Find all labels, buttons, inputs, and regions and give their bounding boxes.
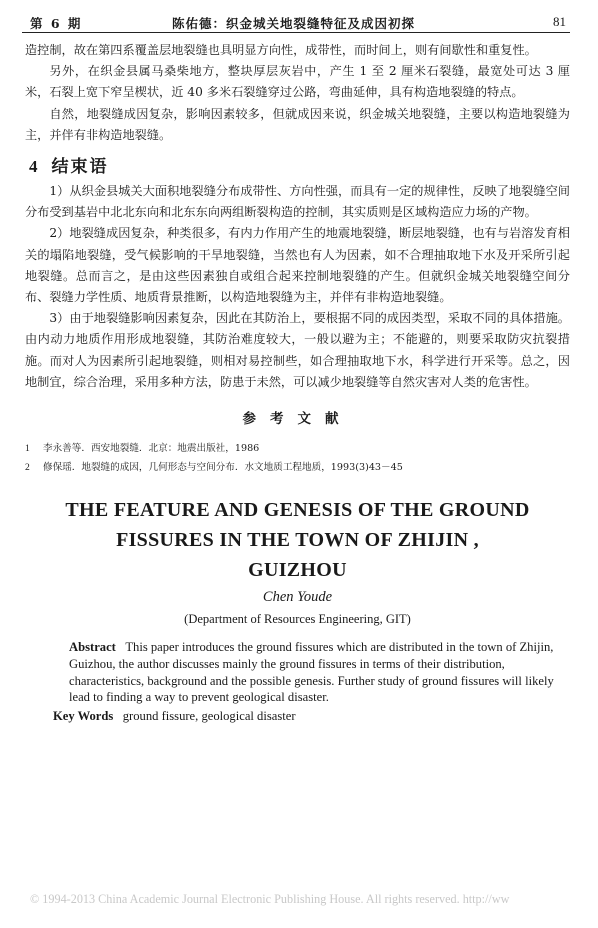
references-heading: 参考文献 <box>242 411 353 428</box>
reference-list <box>25 439 570 477</box>
reference-number: 2 <box>25 462 30 474</box>
conclusion-paragraph: 1）从织金县城关大面积地裂缝分布成带性、方向性强，而具有一定的规律性，反映了地裂缝空间分布受到基岩中北北东向和北东东向两组断裂构造的控制，其实质则是区域构造应力场的产物。 <box>25 184 570 220</box>
english-title-line: GUIZHOU <box>248 559 347 582</box>
english-title-line: THE FEATURE AND GENESIS OF THE GROUND <box>65 499 530 522</box>
issue-number: 第 6 期 <box>30 16 83 31</box>
reference-item <box>25 458 570 477</box>
english-affiliation: (Department of Resources Engineering, GIT) <box>184 612 411 627</box>
english-title <box>25 495 570 585</box>
page-number: 81 <box>553 14 566 29</box>
section-title: 结束语 <box>51 157 109 178</box>
running-title: 陈佑德：织金城关地裂缝特征及成因初探 <box>172 16 416 31</box>
paragraph: 造控制，故在第四系覆盖层地裂缝也具明显方向性，成带性，而时间上，则有间歇性和重复性。 <box>25 43 537 57</box>
page-header <box>22 10 570 33</box>
copyright-footer: © 1994-2013 China Academic Journal Electronic Publishing House. All rights reserved. http://ww <box>30 892 510 906</box>
keywords-text: ground fissure, geological disaster <box>122 709 296 724</box>
keywords-label: Key Words <box>53 709 114 724</box>
reference-text: 修保瑶．地裂缝的成因，几何形态与空间分布．水文地质工程地质，1993(3)43－45 <box>43 462 403 474</box>
page-body <box>25 40 570 725</box>
abstract-text: This paper introduces the ground fissures which are distributed in the town of Zhijin, Guizhou, the author discusses mainly the ground fissures in terms of their distribution, characteristics, background and the possible genesis. Further study of ground fissures will likely lead to finding a way to prevent geological disaster. <box>69 640 554 705</box>
paragraph: 自然，地裂缝成因复杂，影响因素较多，但就成因来说，织金城关地裂缝，主要以构造地裂缝为主，并伴有非构造地裂缝。 <box>25 106 570 142</box>
reference-number: 1 <box>25 443 30 455</box>
english-title-line: FISSURES IN THE TOWN OF ZHIJIN , <box>116 529 479 552</box>
conclusion-paragraph: 3）由于地裂缝影响因素复杂，因此在其防治上，要根据不同的成因类型，采取不同的具体措施。由内动力地质作用形成地裂缝，其防治难度较大，一般以避为主；不能避的，则要采取防灾抗裂措施。而对人为因素所引起地裂缝，则相对易控制些，如合理抽取地下水，科学进行开采等。总之，因地制宜，综合治理，采用多种方法，防患于未然，可以减少地裂缝等自然灾害对人类的危害性。 <box>25 311 570 389</box>
reference-text: 李永善等．西安地裂缝．北京：地震出版社，1986 <box>43 443 260 455</box>
paragraph: 另外，在织金县属马桑柴地方，整块厚层灰岩中，产生 1 至 2 厘米石裂缝，最宽处可达 3 厘米，石裂上宽下窄呈楔状，近 40 多米石裂缝穿过公路，弯曲延伸，具有构造地裂缝的特点。 <box>25 64 570 100</box>
english-author: Chen Youde <box>262 589 333 606</box>
section-number: 4 <box>29 157 40 177</box>
conclusion-paragraph: 2）地裂缝成因复杂，种类很多，有内力作用产生的地震地裂缝，断层地裂缝，也有与岩溶发育相关的塌陷地裂缝，受气候影响的干旱地裂缝，当然也有人为因素，如不合理抽取地下水及开采所引起地裂缝。总而言之，是由这些因素独自或组合起来控制地裂缝的产生。但就织金城关地裂缝空间分布、裂缝力学性质、地质背景推断，以构造地裂缝为主，并伴有非构造地裂缝。 <box>25 226 570 305</box>
english-abstract <box>69 639 556 706</box>
reference-item <box>25 439 570 458</box>
section-heading <box>29 152 570 177</box>
abstract-label: Abstract <box>69 640 116 655</box>
english-keywords <box>53 708 556 725</box>
